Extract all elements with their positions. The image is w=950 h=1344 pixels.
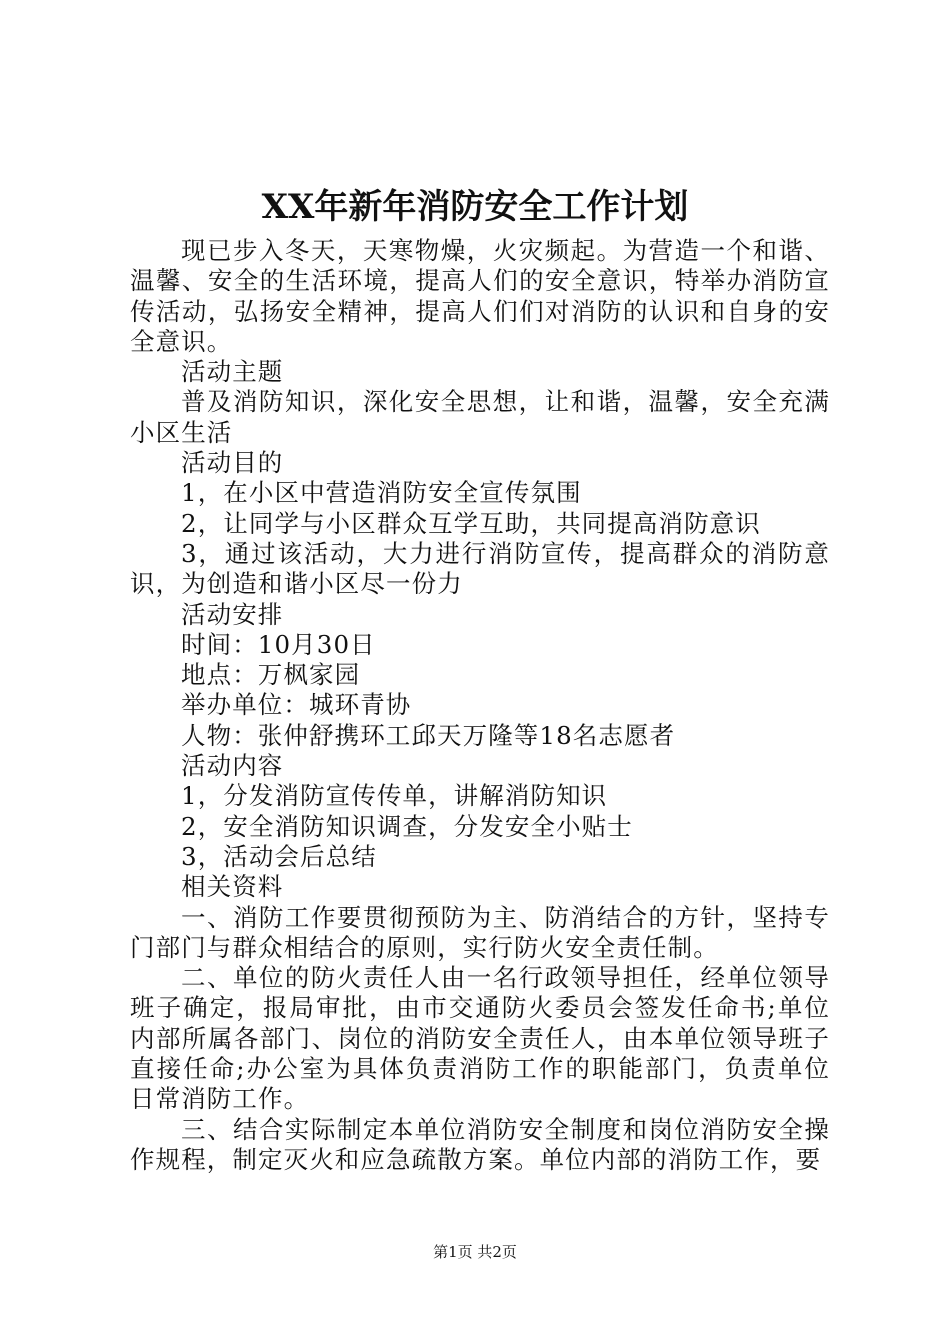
materials-paragraph-1: 一、消防工作要贯彻预防为主、防消结合的方针，坚持专门部门与群众相结合的原则，实行防火安全责任制。	[130, 902, 830, 962]
section-heading-materials: 相关资料	[181, 872, 284, 902]
section-heading-content: 活动内容	[181, 751, 284, 781]
purpose-item-1: 1，在小区中营造消防安全宣传氛围	[181, 478, 582, 508]
document-title: XX年新年消防安全工作计划	[261, 187, 689, 227]
content-item-2: 2，安全消防知识调查，分发安全小贴士	[181, 811, 633, 841]
purpose-item-2: 2，让同学与小区群众互学互助，共同提高消防意识	[181, 508, 761, 538]
arrangement-organizer: 举办单位：城环青协	[181, 690, 412, 720]
section-heading-arrangement: 活动安排	[181, 599, 284, 629]
purpose-item-3: 3，通过该活动，大力进行消防宣传，提高群众的消防意识，为创造和谐小区尽一份力	[130, 538, 830, 599]
arrangement-time: 时间：10月30日	[181, 629, 376, 659]
content-item-3: 3，活动会后总结	[181, 841, 377, 871]
intro-paragraph: 现已步入冬天，天寒物燥，火灾频起。为营造一个和谐、温馨、安全的生活环境，提高人们的安全意识，特举办消防宣传活动，弘扬安全精神，提高人们们对消防的认识和自身的安全意识。	[130, 236, 830, 356]
document-body	[130, 236, 830, 1175]
arrangement-people: 人物：张仲舒携环工邱天万隆等18名志愿者	[181, 720, 676, 750]
materials-paragraph-3: 三、结合实际制定本单位消防安全制度和岗位消防安全操作规程，制定灭火和应急疏散方案。单位内部的消防工作，要	[130, 1114, 830, 1174]
arrangement-place: 地点：万枫家园	[181, 660, 361, 690]
content-item-1: 1，分发消防宣传传单，讲解消防知识	[181, 781, 608, 811]
section-heading-theme: 活动主题	[181, 357, 284, 387]
materials-paragraph-2: 二、单位的防火责任人由一名行政领导担任，经单位领导班子确定，报局审批，由市交通防火委员会签发任命书;单位内部所属各部门、岗位的消防安全责任人，由本单位领导班子直接任命;办公室为具体负责消防工作的职能部门，负责单位日常消防工作。	[130, 963, 830, 1114]
section-heading-purpose: 活动目的	[181, 448, 284, 478]
theme-text: 普及消防知识，深化安全思想，让和谐，温馨，安全充满小区生活	[130, 387, 830, 447]
page-footer: 第1页 共2页	[433, 1243, 517, 1261]
